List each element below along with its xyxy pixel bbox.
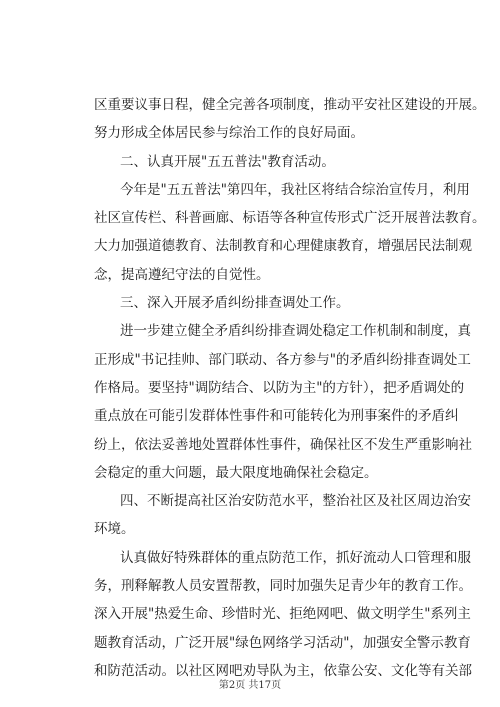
text-line-19: 深入开展"热爱生命、珍惜时光、拒绝网吧、做文明学生"系列主 bbox=[94, 606, 471, 623]
section-heading-4: 四、不断提高社区治安防范水平，整治社区及社区周边治安 bbox=[120, 493, 471, 510]
text-line-7: 念，提高遵纪守法的自觉性。 bbox=[94, 266, 270, 283]
text-line-20: 题教育活动，广泛开展"绿色网络学习活动"，加强安全警示教育 bbox=[94, 634, 471, 651]
text-line-17: 认真做好特殊群体的重点防范工作，抓好流动人口管理和服 bbox=[120, 549, 471, 566]
page-footer bbox=[0, 676, 500, 691]
text-line-14: 会稳定的重大问题，最大限度地确保社会稳定。 bbox=[94, 464, 378, 481]
text-line-16: 环境。 bbox=[94, 521, 135, 538]
text-line-18: 务，刑释解教人员安置帮教，同时加强失足青少年的教育工作。 bbox=[94, 578, 472, 595]
text-line-5: 社区宣传栏、科普画廊、标语等各种宣传形式广泛开展普法教育。 bbox=[94, 210, 486, 227]
text-line-11: 作格局。要坚持"调防结合、以防为主"的方针），把矛盾调处的 bbox=[94, 379, 465, 396]
text-line-9: 进一步建立健全矛盾纠纷排查调处稳定工作机制和制度，真 bbox=[120, 323, 471, 340]
text-line-4: 今年是"五五普法"第四年，我社区将结合综治宣传月，利用 bbox=[120, 181, 470, 198]
text-line-13: 纷上，依法妥善地处置群体性事件，确保社区不发生严重影响社 bbox=[94, 436, 472, 453]
text-line-12: 重点放在可能引发群体性事件和可能转化为刑事案件的矛盾纠 bbox=[94, 408, 459, 425]
page-number-label: 第2页 共17页 bbox=[218, 680, 282, 691]
text-line-6: 大力加强道德教育、法制教育和心理健康教育，增强居民法制观 bbox=[94, 238, 472, 255]
text-line-10: 正形成"书记挂帅、部门联动、各方参与"的矛盾纠纷排查调处工 bbox=[94, 351, 471, 368]
section-heading-3: 三、深入开展矛盾纠纷排查调处工作。 bbox=[120, 295, 350, 312]
text-line-1: 区重要议事日程，健全完善各项制度，推动平安社区建设的开展。 bbox=[94, 97, 486, 113]
section-heading-2: 二、认真开展"五五普法"教育活动。 bbox=[120, 153, 335, 170]
text-line-21: 和防范活动。以社区网吧劝导队为主，依靠公安、文化等有关部 bbox=[94, 662, 472, 679]
text-line-2: 努力形成全体居民参与综治工作的良好局面。 bbox=[94, 125, 364, 142]
document-body bbox=[94, 91, 486, 685]
